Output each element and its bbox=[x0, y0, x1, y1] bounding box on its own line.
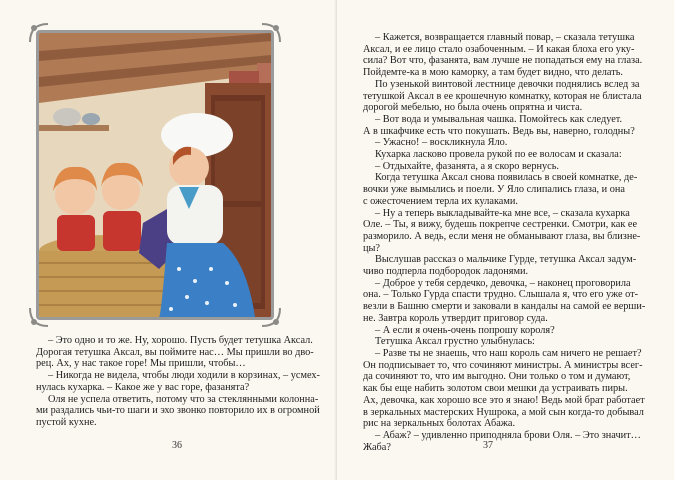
text-line: – Разве ты не знаешь, что наш король сам ничего не решает? bbox=[375, 347, 642, 359]
text-line: – Абаж? – удивленно приподняла брови Оля. – Это значит… bbox=[375, 429, 641, 441]
left-page-text bbox=[36, 335, 328, 429]
ornate-frame-icon bbox=[28, 306, 50, 328]
text-line: – Кажется, возвращается главный повар, – сказала тетушка bbox=[375, 32, 635, 43]
ornate-frame-icon bbox=[260, 22, 282, 44]
text-line: нулась кухарка. – Какое же у вас горе, фазанята? bbox=[36, 381, 250, 393]
text-line: – А если я очень-очень попрошу короля? bbox=[375, 324, 555, 336]
ornate-frame-icon bbox=[28, 22, 50, 44]
right-page-text bbox=[363, 32, 663, 453]
text-line: рец. Ах, у нас такое горе! Мы пришли, чтобы… bbox=[36, 358, 246, 370]
text-line: Оле. – Ты, я вижу, будешь покрепче сестренки. Смотри, как ее bbox=[363, 219, 638, 231]
text-line: Дорогая тетушка Аксал, вы поймите нас… Мы пришли во дво- bbox=[36, 346, 314, 358]
text-line: с ожесточением терла их кулаками. bbox=[363, 195, 518, 207]
text-line: пустой кухне. bbox=[36, 416, 97, 428]
text-line: – Вот вода и умывальная чашка. Помойтесь как следует. bbox=[375, 113, 623, 125]
right-page bbox=[337, 0, 674, 480]
text-line: цы? bbox=[363, 242, 380, 254]
text-line: – Никогда не видела, чтобы люди ходили в корзинах, – усмех- bbox=[48, 370, 320, 382]
text-line: Кухарка ласково провела рукой по ее волосам и сказала: bbox=[375, 149, 622, 161]
text-line: Тетушка Аксал грустно улыбнулась: bbox=[375, 336, 535, 348]
page-number: 36 bbox=[172, 440, 182, 451]
text-line: везли в Башню смерти и заковали в кандалы на самой ее верши- bbox=[363, 301, 646, 313]
kitchen-illustration-icon bbox=[39, 33, 271, 317]
text-line: – Доброе у тебя сердечко, девочка, – наконец проговорила bbox=[375, 277, 631, 289]
text-line: рис на зеркальных болотах Абажа. bbox=[363, 418, 516, 430]
text-line: в зеркальных мастерских Нушрока, а мой сын когда-то добывал bbox=[363, 406, 644, 418]
illustration-frame bbox=[36, 30, 274, 320]
text-line: По узенькой винтовой лестнице девочки поднялись вслед за bbox=[375, 78, 640, 90]
text-line: чиво подперла подбородок ладонями. bbox=[363, 266, 529, 278]
text-line: Когда тетушка Аксал снова появилась в своей комнатке, де- bbox=[375, 172, 638, 184]
ornate-frame-icon bbox=[260, 306, 282, 328]
text-line: Выслушав рассказ о мальчике Гурде, тетушка Аксал задум- bbox=[375, 254, 637, 266]
text-line: ми раздались чьи-то шаги и эхо звонко повторило их в огромной bbox=[36, 405, 320, 417]
text-line: дорогой мебелью, но была очень опрятна и чиста. bbox=[363, 102, 583, 114]
text-line: не. Завтра король утвердит приговор суда. bbox=[363, 312, 548, 324]
text-line: Ах, девочка, как хорошо все это я знаю! Ведь мой брат работает bbox=[363, 394, 645, 406]
text-line: как бы еще набить золотом свои мешки да устраивать пиры. bbox=[363, 383, 628, 395]
text-line: разморило. А ведь, если меня не обманывают глаза, вы близне- bbox=[363, 230, 641, 242]
text-line: Оля не успела ответить, потому что за стеклянными колонна- bbox=[48, 393, 319, 405]
text-line: А в шкафчике есть что покушать. Ведь вы, наверно, голодны? bbox=[363, 125, 635, 137]
text-line: Пойдемте-ка в мою каморку, а там будет видно, что делать. bbox=[363, 67, 623, 79]
text-line: Жаба? bbox=[363, 441, 391, 453]
text-line: вочки уже вымылись и поели. У Яло слипались глаза, и она bbox=[363, 184, 625, 196]
text-line: – Ну а теперь выкладывайте-ка мне все, – сказала кухарка bbox=[375, 207, 630, 219]
text-line: тетушкой Аксал в ее крошечную комнатку, которая не блистала bbox=[363, 90, 642, 102]
text-line: Он подписывает то, что сочиняют министры. А министры всег- bbox=[363, 359, 643, 371]
text-line: – Отдыхайте, фазанята, а я скоро вернусь. bbox=[375, 160, 560, 172]
text-line: – Это одно и то же. Ну, хорошо. Пусть будет тетушка Аксал. bbox=[48, 335, 313, 346]
text-line: да сочиняют то, что им выгодно. Они только о том и думают, bbox=[363, 371, 631, 383]
text-line: она. – Только Гурда спасти трудно. Слышала я, что его уже от- bbox=[363, 289, 639, 301]
page-number: 37 bbox=[483, 440, 493, 451]
text-line: – Ужасно! – воскликнула Яло. bbox=[375, 137, 508, 149]
text-line: Аксал, и ее лицо стало озабоченным. – И какая блоха его уку- bbox=[363, 43, 635, 55]
text-line: сила? Вот что, фазанята, вам лучше не попадаться ему на глаза. bbox=[363, 55, 643, 67]
